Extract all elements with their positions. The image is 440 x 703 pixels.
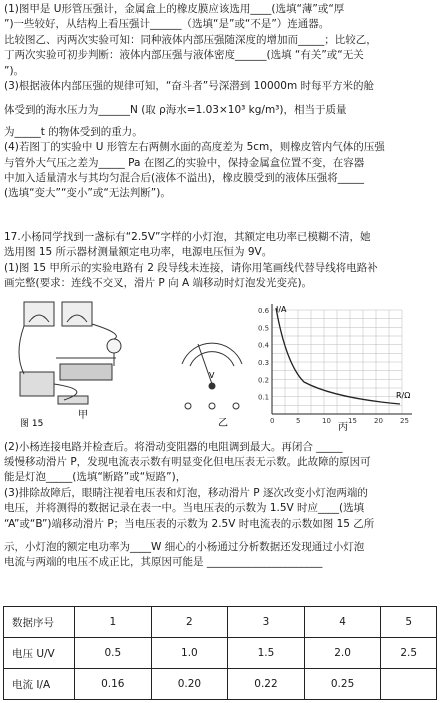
text-line: 比较图乙、丙两次实验可知：同种液体内部压强随深度的增加而_____；比较乙， [4,33,377,46]
text-line: ”)。 [4,64,25,77]
graph-x-tick-label: 15 [348,416,357,425]
table-cell: 3 [228,607,305,638]
table-row [4,607,437,638]
question-17-line: 选用图 15 所示器材测量额定电功率，电源电压恒为 9V。 [4,246,273,259]
table-cell: 1.0 [151,638,228,669]
table-cell: 2 [151,607,228,638]
graph-x-tick-label: 5 [296,416,301,425]
graph-y-tick-label: 0.1 [258,393,270,402]
question-line: (3)排除故障后，眼睛注视着电压表和灯泡，移动滑片 P 逐次改变小灯泡两端的 [4,486,368,499]
question-line: (2)小杨连接电路并检查后。将滑动变阻器的电阻调到最大。再闭合 _____ [4,440,343,453]
graph-y-tick-label: 0.4 [258,341,270,350]
figure-label-jia: 甲 [78,409,88,421]
graph-y-tick-label: 0.6 [258,306,270,315]
text-line: 体受到的海水压力为______N (取 ρ海水=1.03×10³ kg/m³)，相当于质量 [4,104,347,117]
table-cell: 4 [304,607,381,638]
table-cell: 0.5 [75,638,152,669]
graph-x-tick-label: 25 [400,416,409,425]
figure-15 [4,294,436,434]
graph-y-tick-label: 0.3 [258,358,270,367]
text-line: 中加入适量清水与其均匀混合后(液体不溢出)，橡皮膜受到的液体压强将_____ [4,172,364,185]
table-cell: 1.5 [228,638,305,669]
question-line: 电流与两端的电压不成正比，其原因可能是 ______________________ [4,556,323,569]
table-cell: 0.22 [228,669,305,700]
question-17-line: (1)图 15 甲所示的实验电路有 2 段导线未连接，请你用笔画线代替导线将电路补 [4,261,378,274]
question-17-line: 画完整(要求：连线不交叉，滑片 P 向 A 端移动时灯泡发光变亮)。 [4,277,313,290]
text-line: (1)图甲是 U形管压强计，金属盒上的橡皮膜应该选用____(选填“薄”或“厚 [4,3,345,15]
text-line: (3)根据液体内部压强的规律可知，“奋斗者”号深潜到 10000m 时每平方米的舱 [4,80,375,93]
meter-label: V [209,370,215,380]
table-cell: 0.20 [151,669,228,700]
graph-x-tick-label: 10 [322,416,331,425]
graph-curve [276,308,400,404]
table-header-cell: 电压 U/V [4,638,75,669]
graph-x-tick-label: 0 [270,416,275,425]
text-line: 丁两次实验可初步判断：液体内部压强与液体密度______(选填 “有关”或“无关 [4,49,364,62]
table-cell: 0.25 [304,669,381,700]
figure-caption: 图 15 [20,418,44,429]
table-cell: 0.16 [75,669,152,700]
text-line: ”)一些较好，从结构上看压强计______（选填“是”或“不是”）连通器。 [4,18,330,31]
question-17-line: 17.小杨同学找到一盏标有“2.5V”字样的小灯泡，其额定电功率已模糊不清，她 [4,230,371,243]
figure-label-bing: 丙 [338,421,348,433]
text-line: (选填“变大”“变小”或“无法判断”)。 [4,187,171,200]
graph-x-tick-label: 20 [374,416,383,425]
text-line: 与管外大气压之差为_____ Pa 在图乙的实验中，保持金属盒位置不变，在容器 [4,156,365,169]
table-cell [381,669,437,700]
graph-y-tick-label: 0.2 [258,375,270,384]
graph-panel [258,304,412,425]
data-table [3,606,437,700]
table-cell: 1 [75,607,152,638]
graph-y-tick-label: 0.5 [258,323,270,332]
graph-x-axis-label: R/Ω [396,390,411,400]
figure-15-drawing [4,294,436,434]
circuit-apparatus [19,302,121,404]
worksheet-page [4,2,436,571]
question-line: 缓慢移动滑片 P，发现电流表示数有明显变化但电压表无示数。此故障的原因可 [4,455,371,468]
table-header-cell: 数据序号 [4,607,75,638]
question-line: 电压，并将测得的数据记录在表一中。当电压表的示数为 1.5V 时应____(选填 [4,502,365,515]
table-header-cell: 电流 I/A [4,669,75,700]
table-cell: 2.5 [381,638,437,669]
text-line: (4)若图丁的实验中 U 形管左右两侧水面的高度差为 5cm，则橡皮管内气体的压强 [4,141,385,154]
question-line: 示，小灯泡的额定电功率为____W 细心的小杨通过分析数据还发现通过小灯泡 [4,540,365,553]
text-line: 为_____t 的物体受到的重力。 [4,125,143,138]
figure-label-yi: 乙 [218,417,228,429]
question-line: “A”或“B”)端移动滑片 P；当电压表的示数为 2.5V 时电流表的示数如图 15 乙所 [4,517,375,530]
table-cell: 5 [381,607,437,638]
table-row [4,638,437,669]
question-line: 能是灯泡_____(选填“断路”或“短路”)， [4,471,187,484]
graph-y-axis-label: I/A [276,304,287,314]
table-cell: 2.0 [304,638,381,669]
table-row [4,669,437,700]
